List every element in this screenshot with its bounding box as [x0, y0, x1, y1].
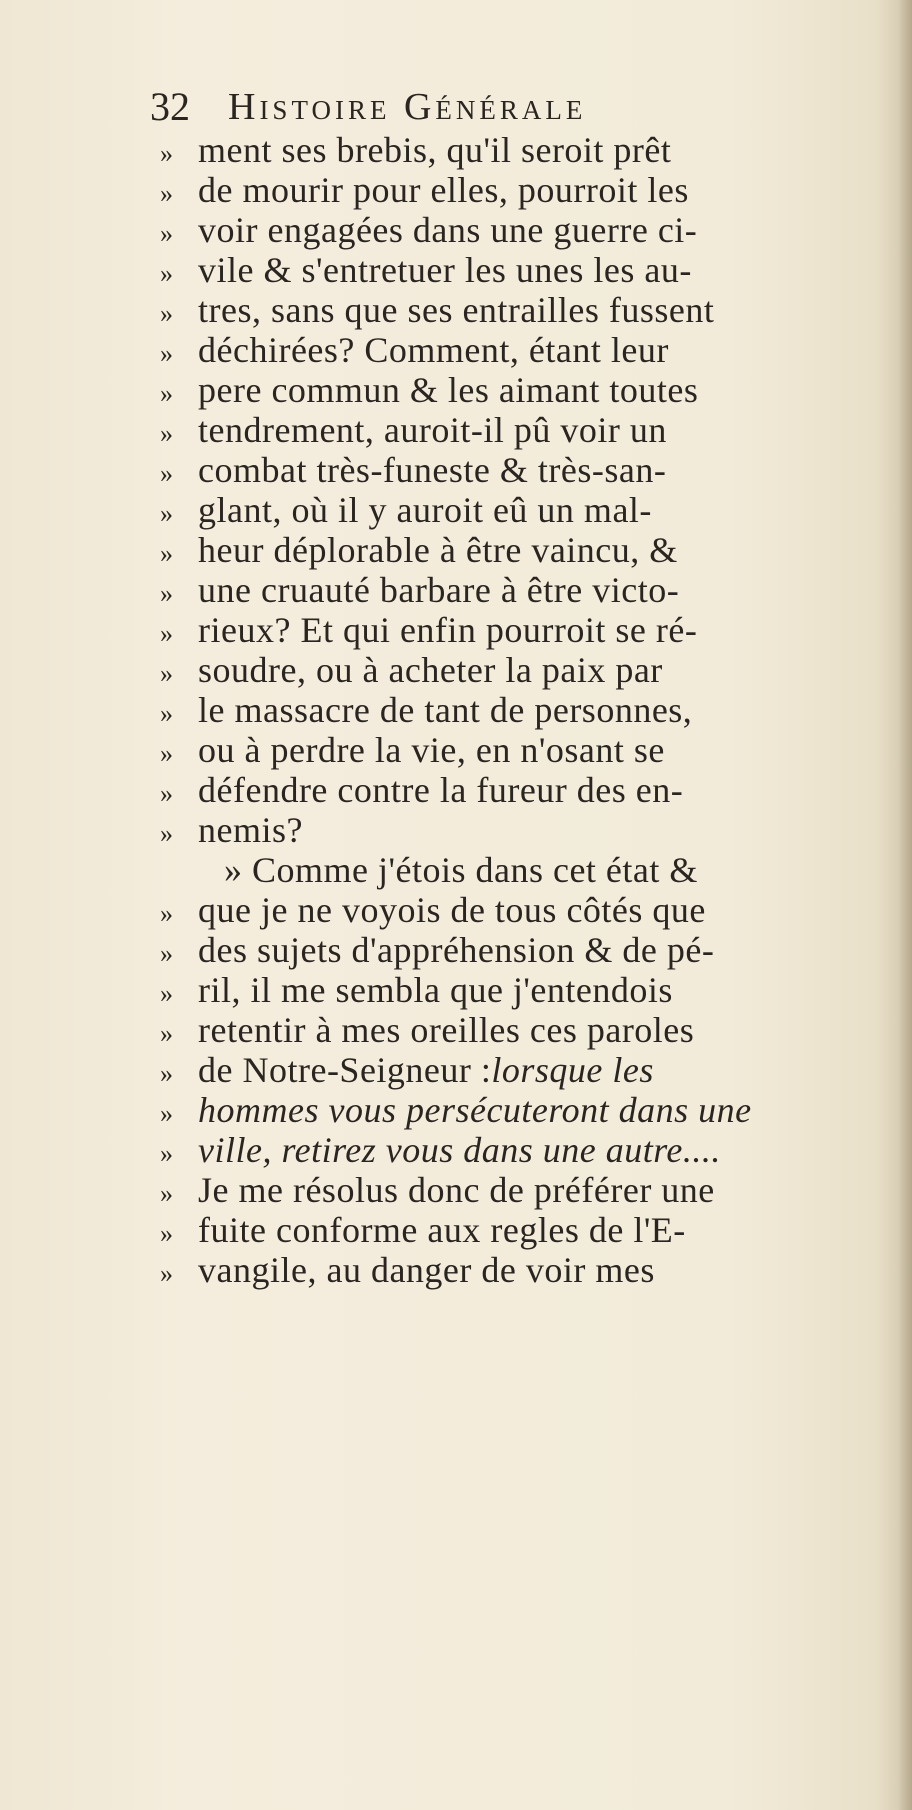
body-text — [160, 130, 880, 1290]
quote-mark: » — [160, 259, 173, 288]
text-line — [160, 450, 880, 490]
text-line — [160, 1010, 880, 1050]
quote-mark: » — [160, 499, 173, 528]
line-text: tendrement, auroit-il pû voir un — [198, 410, 667, 450]
line-text: rieux? Et qui enfin pourroit se ré- — [198, 610, 698, 650]
text-line — [160, 810, 880, 850]
line-text: pere commun & les aimant toutes — [198, 370, 699, 410]
quote-mark: » — [160, 979, 173, 1008]
page-number: 32 — [150, 84, 190, 129]
line-text: ou à perdre la vie, en n'osant se — [198, 730, 665, 770]
text-line — [160, 970, 880, 1010]
quote-mark: » — [160, 1259, 173, 1288]
quote-mark: » — [160, 1099, 173, 1128]
text-line — [160, 1250, 880, 1290]
page-edge-shadow — [898, 0, 912, 1810]
text-line — [160, 330, 880, 370]
line-text: » Comme j'étois dans cet état & — [224, 850, 698, 890]
text-line — [160, 530, 880, 570]
line-text: le massacre de tant de personnes, — [198, 690, 693, 730]
line-text: vile & s'entretuer les unes les au- — [198, 250, 692, 290]
line-text-italic: lorsque les — [491, 1050, 654, 1090]
text-line — [160, 570, 880, 610]
text-line — [160, 610, 880, 650]
running-head — [150, 82, 870, 132]
quote-mark: » — [160, 779, 173, 808]
quote-mark: » — [160, 579, 173, 608]
text-line — [160, 370, 880, 410]
text-line — [160, 690, 880, 730]
text-line — [160, 170, 880, 210]
text-line — [160, 250, 880, 290]
text-line — [160, 1130, 880, 1170]
line-text: tres, sans que ses entrailles fussent — [198, 290, 715, 330]
quote-mark: » — [160, 1019, 173, 1048]
line-text: de Notre-Seigneur : — [198, 1050, 492, 1090]
line-text: défendre contre la fureur des en- — [198, 770, 684, 810]
quote-mark: » — [160, 699, 173, 728]
line-text: ril, il me sembla que j'entendois — [198, 970, 673, 1010]
quote-mark: » — [160, 459, 173, 488]
line-text: que je ne voyois de tous côtés que — [198, 890, 706, 930]
text-line — [160, 410, 880, 450]
running-title: Histoire Générale — [228, 86, 587, 128]
quote-mark: » — [160, 299, 173, 328]
line-text: retentir à mes oreilles ces paroles — [198, 1010, 695, 1050]
line-text: glant, où il y auroit eû un mal- — [198, 490, 652, 530]
text-line — [160, 930, 880, 970]
quote-mark: » — [160, 939, 173, 968]
line-text: des sujets d'appréhension & de pé- — [198, 930, 715, 970]
quote-mark: » — [160, 339, 173, 368]
line-text: une cruauté barbare à être victo- — [198, 570, 680, 610]
text-line — [160, 210, 880, 250]
quote-mark: » — [160, 899, 173, 928]
text-line — [160, 850, 880, 890]
quote-mark: » — [160, 1179, 173, 1208]
quote-mark: » — [160, 1219, 173, 1248]
text-line — [160, 650, 880, 690]
line-text: voir engagées dans une guerre ci- — [198, 210, 698, 250]
text-line — [160, 1210, 880, 1250]
quote-mark: » — [160, 219, 173, 248]
line-text: nemis? — [198, 810, 303, 850]
line-text: de mourir pour elles, pourroit les — [198, 170, 689, 210]
quote-mark: » — [160, 819, 173, 848]
text-line — [160, 130, 880, 170]
line-text: soudre, ou à acheter la paix par — [198, 650, 663, 690]
quote-mark: » — [160, 739, 173, 768]
text-line — [160, 290, 880, 330]
text-line — [160, 490, 880, 530]
quote-mark: » — [160, 659, 173, 688]
text-line — [160, 890, 880, 930]
text-line — [160, 1090, 880, 1130]
line-text: heur déplorable à être vaincu, & — [198, 530, 678, 570]
quote-mark: » — [160, 179, 173, 208]
line-text: combat très-funeste & très-san- — [198, 450, 667, 490]
quote-mark: » — [160, 379, 173, 408]
text-line — [160, 1050, 880, 1090]
quote-mark: » — [160, 539, 173, 568]
text-line — [160, 770, 880, 810]
line-text: déchirées? Comment, étant leur — [198, 330, 669, 370]
line-text: ment ses brebis, qu'il seroit prêt — [198, 130, 672, 170]
line-text: ville, retirez vous dans une autre.... — [198, 1130, 721, 1170]
text-line — [160, 730, 880, 770]
line-text: hommes vous persécuteront dans une — [198, 1090, 752, 1130]
line-text: fuite conforme aux regles de l'E- — [198, 1210, 686, 1250]
quote-mark: » — [160, 139, 173, 168]
quote-mark: » — [160, 619, 173, 648]
line-text: Je me résolus donc de préférer une — [198, 1170, 715, 1210]
quote-mark: » — [160, 419, 173, 448]
text-line — [160, 1170, 880, 1210]
quote-mark: » — [160, 1059, 173, 1088]
line-text: vangile, au danger de voir mes — [198, 1250, 655, 1290]
quote-mark: » — [160, 1139, 173, 1168]
